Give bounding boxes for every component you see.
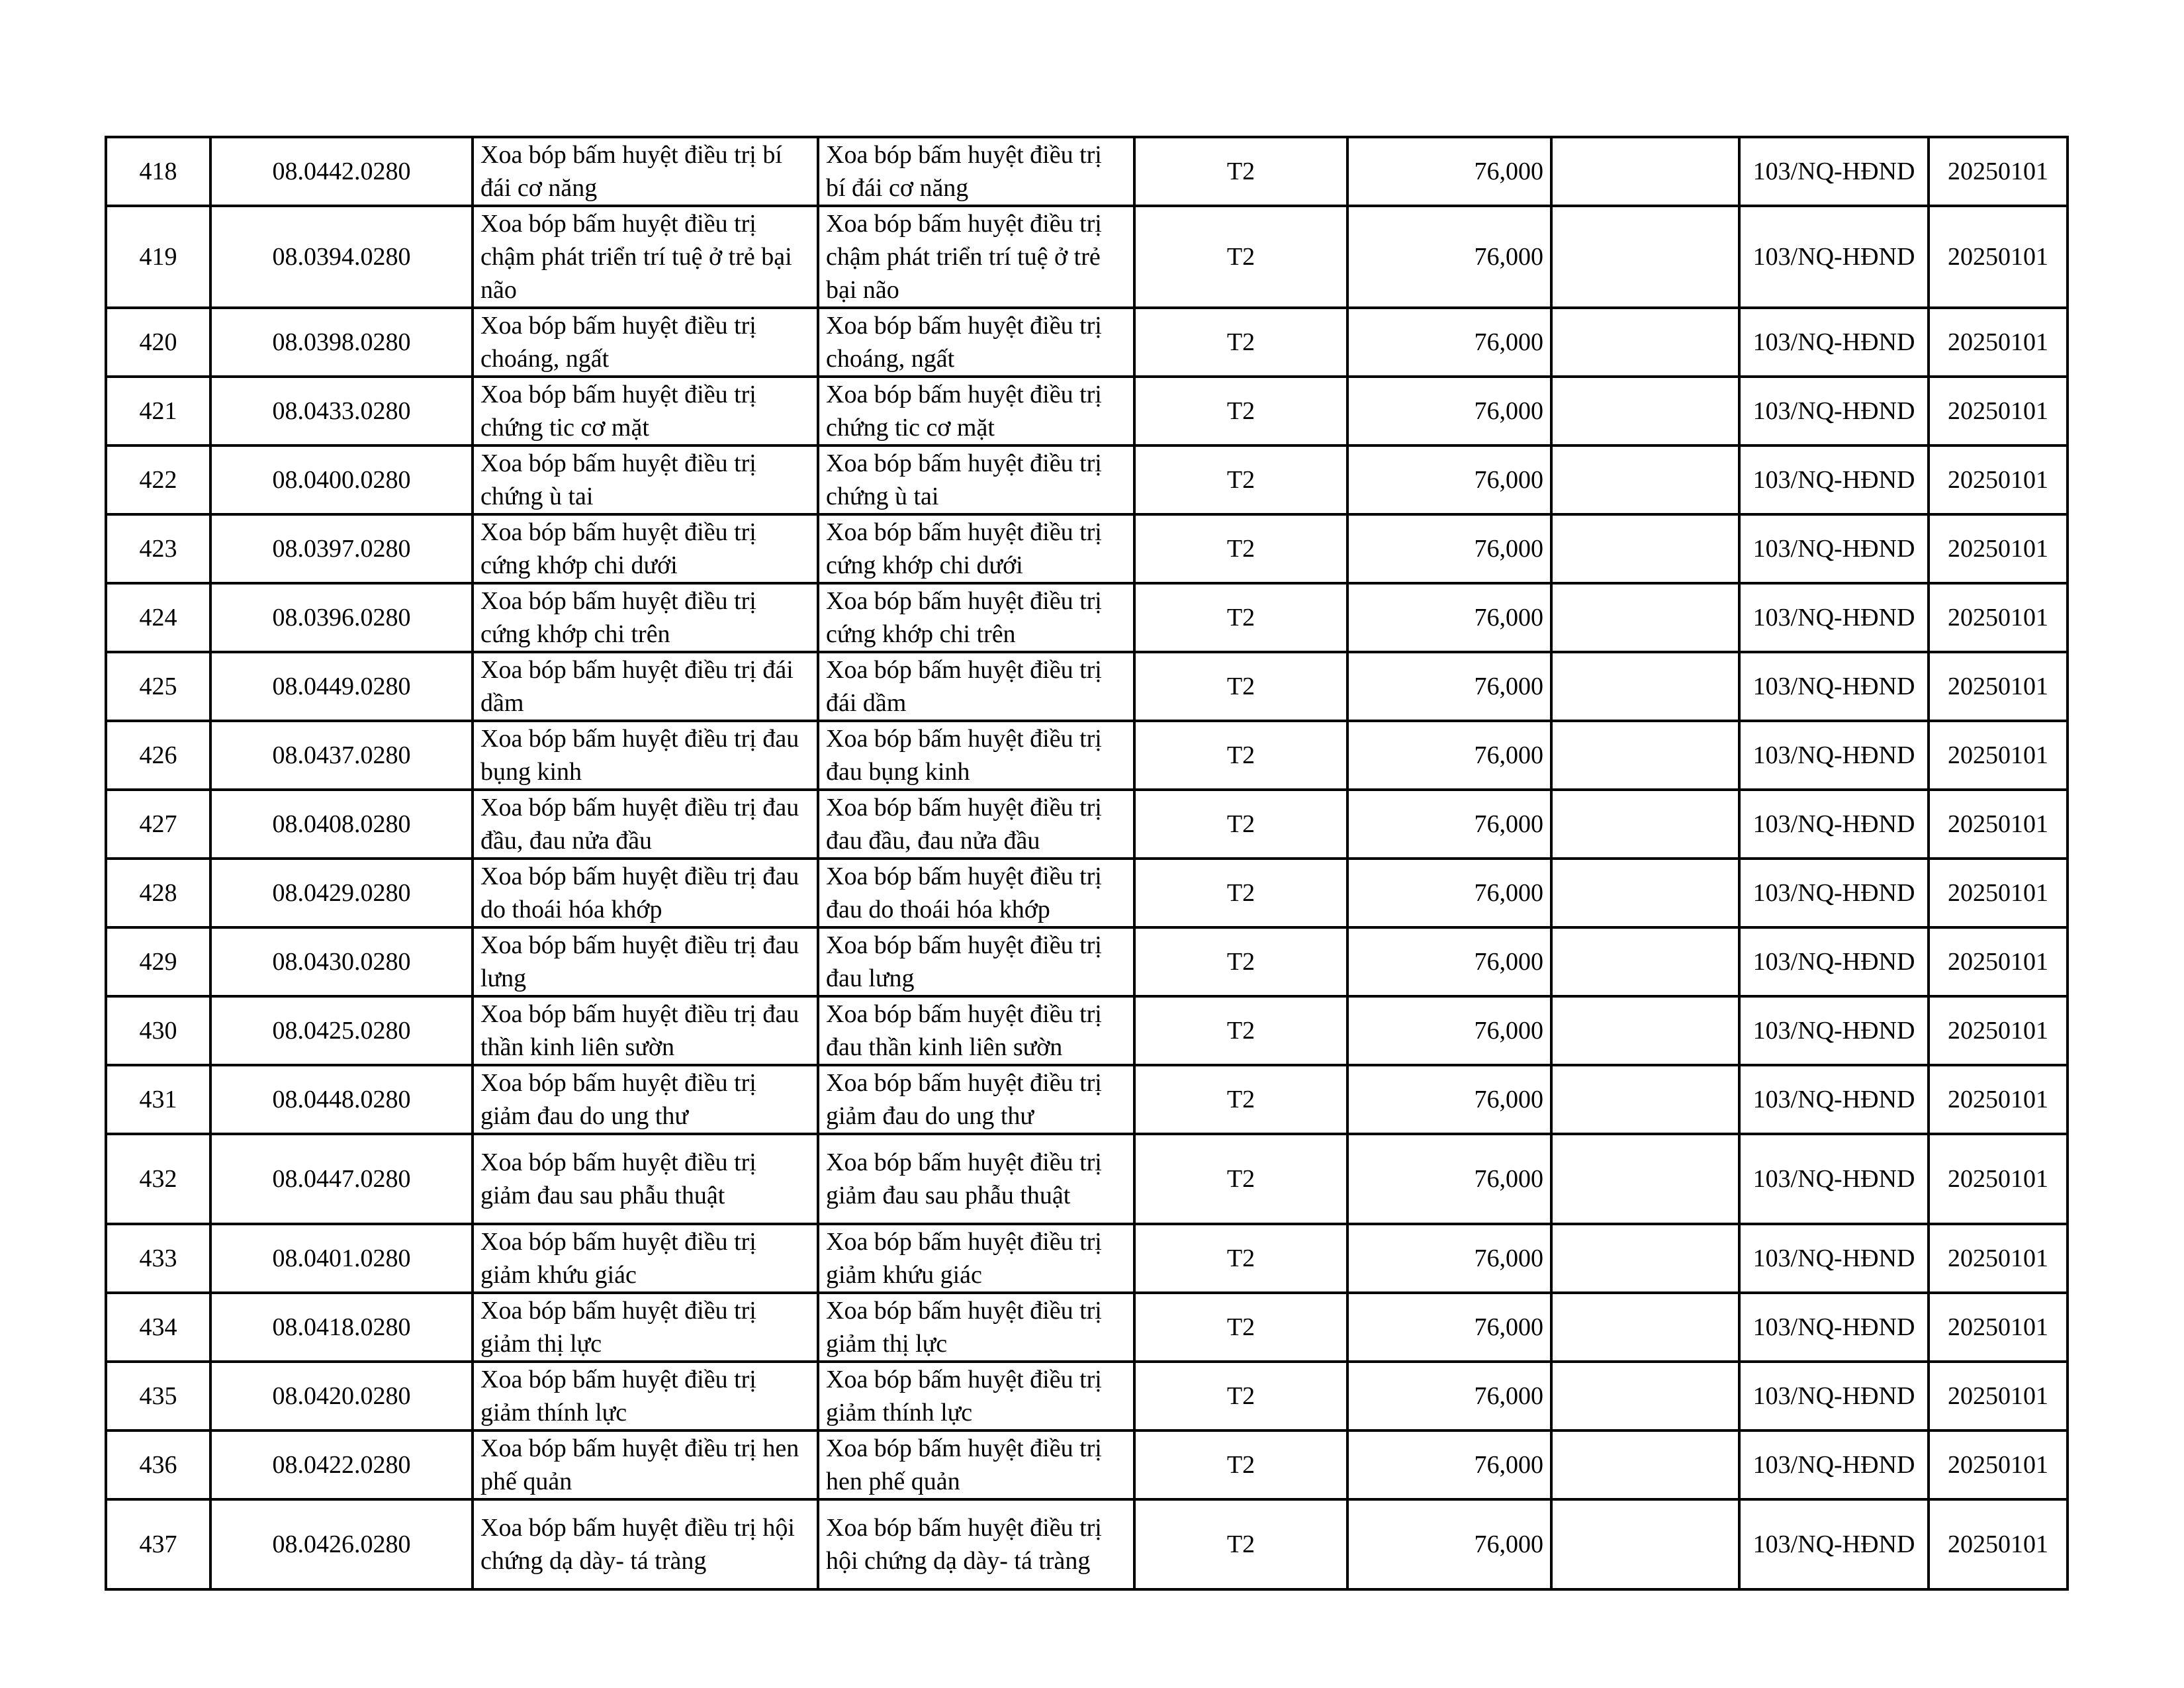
empty-cell: [1551, 652, 1739, 721]
service-price: 76,000: [1347, 377, 1551, 445]
effective-date: 20250101: [1929, 721, 2068, 790]
table-row: [106, 652, 2068, 721]
resolution-number: 103/NQ-HĐND: [1739, 1430, 1929, 1499]
service-name: Xoa bóp bấm huyệt điều trị đau do thoái hóa khớp: [473, 859, 818, 927]
empty-cell: [1551, 514, 1739, 583]
service-name: Xoa bóp bấm huyệt điều trị giảm đau do ung thư: [473, 1065, 818, 1134]
table-row: [106, 206, 2068, 308]
table-row: [106, 1224, 2068, 1293]
table-row: [106, 996, 2068, 1065]
service-grade: T2: [1134, 445, 1347, 514]
service-grade: T2: [1134, 1499, 1347, 1589]
service-name: Xoa bóp bấm huyệt điều trị cứng khớp chi trên: [473, 583, 818, 652]
service-name: Xoa bóp bấm huyệt điều trị chứng tic cơ mặt: [473, 377, 818, 445]
table-row: [106, 514, 2068, 583]
effective-date: 20250101: [1929, 137, 2068, 206]
service-grade: T2: [1134, 206, 1347, 308]
resolution-number: 103/NQ-HĐND: [1739, 137, 1929, 206]
effective-date: 20250101: [1929, 1362, 2068, 1430]
service-code: 08.0448.0280: [210, 1065, 473, 1134]
table-row: [106, 308, 2068, 377]
service-name: Xoa bóp bấm huyệt điều trị đau đầu, đau nửa đầu: [473, 790, 818, 859]
row-number: 429: [106, 927, 210, 996]
service-name-approved: Xoa bóp bấm huyệt điều trị giảm đau do ung thư: [818, 1065, 1134, 1134]
empty-cell: [1551, 721, 1739, 790]
effective-date: 20250101: [1929, 927, 2068, 996]
row-number: 421: [106, 377, 210, 445]
resolution-number: 103/NQ-HĐND: [1739, 206, 1929, 308]
row-number: 427: [106, 790, 210, 859]
effective-date: 20250101: [1929, 377, 2068, 445]
resolution-number: 103/NQ-HĐND: [1739, 1499, 1929, 1589]
table-row: [106, 1293, 2068, 1362]
service-code: 08.0426.0280: [210, 1499, 473, 1589]
row-number: 425: [106, 652, 210, 721]
resolution-number: 103/NQ-HĐND: [1739, 721, 1929, 790]
empty-cell: [1551, 790, 1739, 859]
empty-cell: [1551, 137, 1739, 206]
service-name-approved: Xoa bóp bấm huyệt điều trị giảm thị lực: [818, 1293, 1134, 1362]
resolution-number: 103/NQ-HĐND: [1739, 652, 1929, 721]
service-grade: T2: [1134, 652, 1347, 721]
service-price: 76,000: [1347, 652, 1551, 721]
service-name: Xoa bóp bấm huyệt điều trị đau lưng: [473, 927, 818, 996]
service-price: 76,000: [1347, 1430, 1551, 1499]
service-name: Xoa bóp bấm huyệt điều trị hen phế quản: [473, 1430, 818, 1499]
row-number: 436: [106, 1430, 210, 1499]
empty-cell: [1551, 1065, 1739, 1134]
service-code: 08.0437.0280: [210, 721, 473, 790]
service-grade: T2: [1134, 308, 1347, 377]
service-grade: T2: [1134, 1362, 1347, 1430]
effective-date: 20250101: [1929, 445, 2068, 514]
service-grade: T2: [1134, 377, 1347, 445]
effective-date: 20250101: [1929, 514, 2068, 583]
service-name-approved: Xoa bóp bấm huyệt điều trị chứng tic cơ mặt: [818, 377, 1134, 445]
service-price: 76,000: [1347, 790, 1551, 859]
empty-cell: [1551, 1499, 1739, 1589]
service-price: 76,000: [1347, 514, 1551, 583]
empty-cell: [1551, 445, 1739, 514]
row-number: 418: [106, 137, 210, 206]
table-row: [106, 1362, 2068, 1430]
resolution-number: 103/NQ-HĐND: [1739, 790, 1929, 859]
effective-date: 20250101: [1929, 1499, 2068, 1589]
service-price: 76,000: [1347, 721, 1551, 790]
service-price: 76,000: [1347, 583, 1551, 652]
empty-cell: [1551, 308, 1739, 377]
service-code: 08.0429.0280: [210, 859, 473, 927]
service-price: 76,000: [1347, 308, 1551, 377]
effective-date: 20250101: [1929, 1134, 2068, 1224]
empty-cell: [1551, 1134, 1739, 1224]
service-code: 08.0425.0280: [210, 996, 473, 1065]
row-number: 420: [106, 308, 210, 377]
service-name: Xoa bóp bấm huyệt điều trị giảm khứu giác: [473, 1224, 818, 1293]
row-number: 434: [106, 1293, 210, 1362]
service-code: 08.0397.0280: [210, 514, 473, 583]
service-name-approved: Xoa bóp bấm huyệt điều trị đau do thoái hóa khớp: [818, 859, 1134, 927]
service-price: 76,000: [1347, 996, 1551, 1065]
service-grade: T2: [1134, 1224, 1347, 1293]
service-grade: T2: [1134, 514, 1347, 583]
service-name: Xoa bóp bấm huyệt điều trị choáng, ngất: [473, 308, 818, 377]
empty-cell: [1551, 377, 1739, 445]
row-number: 424: [106, 583, 210, 652]
service-price: 76,000: [1347, 1134, 1551, 1224]
row-number: 432: [106, 1134, 210, 1224]
effective-date: 20250101: [1929, 308, 2068, 377]
service-name-approved: Xoa bóp bấm huyệt điều trị bí đái cơ năng: [818, 137, 1134, 206]
service-price: 76,000: [1347, 1224, 1551, 1293]
service-code: 08.0422.0280: [210, 1430, 473, 1499]
empty-cell: [1551, 1224, 1739, 1293]
row-number: 437: [106, 1499, 210, 1589]
table-row: [106, 790, 2068, 859]
table-row: [106, 377, 2068, 445]
service-name-approved: Xoa bóp bấm huyệt điều trị chứng ù tai: [818, 445, 1134, 514]
empty-cell: [1551, 996, 1739, 1065]
service-grade: T2: [1134, 927, 1347, 996]
service-name-approved: Xoa bóp bấm huyệt điều trị đau bụng kinh: [818, 721, 1134, 790]
service-name-approved: Xoa bóp bấm huyệt điều trị choáng, ngất: [818, 308, 1134, 377]
resolution-number: 103/NQ-HĐND: [1739, 1362, 1929, 1430]
service-name-approved: Xoa bóp bấm huyệt điều trị chậm phát triển trí tuệ ở trẻ bại não: [818, 206, 1134, 308]
row-number: 433: [106, 1224, 210, 1293]
service-name: Xoa bóp bấm huyệt điều trị cứng khớp chi dưới: [473, 514, 818, 583]
service-name: Xoa bóp bấm huyệt điều trị đau bụng kinh: [473, 721, 818, 790]
service-name-approved: Xoa bóp bấm huyệt điều trị đau lưng: [818, 927, 1134, 996]
service-grade: T2: [1134, 1430, 1347, 1499]
table-row: [106, 859, 2068, 927]
service-price: 76,000: [1347, 206, 1551, 308]
table-row: [106, 927, 2068, 996]
price-table: [105, 136, 2069, 1591]
effective-date: 20250101: [1929, 206, 2068, 308]
service-price: 76,000: [1347, 137, 1551, 206]
service-name: Xoa bóp bấm huyệt điều trị giảm đau sau phẫu thuật: [473, 1134, 818, 1224]
service-grade: T2: [1134, 721, 1347, 790]
service-price: 76,000: [1347, 1065, 1551, 1134]
row-number: 426: [106, 721, 210, 790]
table-row: [106, 721, 2068, 790]
effective-date: 20250101: [1929, 1293, 2068, 1362]
effective-date: 20250101: [1929, 859, 2068, 927]
table-row: [106, 1065, 2068, 1134]
service-code: 08.0420.0280: [210, 1362, 473, 1430]
service-price: 76,000: [1347, 445, 1551, 514]
table-row: [106, 445, 2068, 514]
service-name: Xoa bóp bấm huyệt điều trị hội chứng dạ dày- tá tràng: [473, 1499, 818, 1589]
service-code: 08.0418.0280: [210, 1293, 473, 1362]
table-row: [106, 1499, 2068, 1589]
row-number: 431: [106, 1065, 210, 1134]
table-row: [106, 1134, 2068, 1224]
resolution-number: 103/NQ-HĐND: [1739, 377, 1929, 445]
service-code: 08.0442.0280: [210, 137, 473, 206]
service-name: Xoa bóp bấm huyệt điều trị đau thần kinh liên sườn: [473, 996, 818, 1065]
service-name-approved: Xoa bóp bấm huyệt điều trị giảm đau sau phẫu thuật: [818, 1134, 1134, 1224]
service-price: 76,000: [1347, 1499, 1551, 1589]
row-number: 430: [106, 996, 210, 1065]
service-name-approved: Xoa bóp bấm huyệt điều trị đau thần kinh liên sườn: [818, 996, 1134, 1065]
service-price: 76,000: [1347, 1293, 1551, 1362]
service-code: 08.0396.0280: [210, 583, 473, 652]
service-grade: T2: [1134, 137, 1347, 206]
effective-date: 20250101: [1929, 1430, 2068, 1499]
service-price: 76,000: [1347, 859, 1551, 927]
service-name-approved: Xoa bóp bấm huyệt điều trị cứng khớp chi trên: [818, 583, 1134, 652]
row-number: 419: [106, 206, 210, 308]
service-name: Xoa bóp bấm huyệt điều trị chứng ù tai: [473, 445, 818, 514]
service-code: 08.0394.0280: [210, 206, 473, 308]
service-code: 08.0433.0280: [210, 377, 473, 445]
service-name-approved: Xoa bóp bấm huyệt điều trị cứng khớp chi dưới: [818, 514, 1134, 583]
resolution-number: 103/NQ-HĐND: [1739, 1224, 1929, 1293]
service-code: 08.0400.0280: [210, 445, 473, 514]
resolution-number: 103/NQ-HĐND: [1739, 927, 1929, 996]
resolution-number: 103/NQ-HĐND: [1739, 308, 1929, 377]
effective-date: 20250101: [1929, 790, 2068, 859]
service-price: 76,000: [1347, 1362, 1551, 1430]
service-name: Xoa bóp bấm huyệt điều trị bí đái cơ năng: [473, 137, 818, 206]
service-code: 08.0430.0280: [210, 927, 473, 996]
service-grade: T2: [1134, 996, 1347, 1065]
resolution-number: 103/NQ-HĐND: [1739, 1065, 1929, 1134]
service-name-approved: Xoa bóp bấm huyệt điều trị đái dầm: [818, 652, 1134, 721]
service-grade: T2: [1134, 859, 1347, 927]
resolution-number: 103/NQ-HĐND: [1739, 445, 1929, 514]
row-number: 435: [106, 1362, 210, 1430]
empty-cell: [1551, 583, 1739, 652]
table-body: [106, 137, 2068, 1589]
table-row: [106, 583, 2068, 652]
service-name: Xoa bóp bấm huyệt điều trị đái dầm: [473, 652, 818, 721]
effective-date: 20250101: [1929, 583, 2068, 652]
table-row: [106, 137, 2068, 206]
service-grade: T2: [1134, 583, 1347, 652]
empty-cell: [1551, 1362, 1739, 1430]
resolution-number: 103/NQ-HĐND: [1739, 859, 1929, 927]
row-number: 422: [106, 445, 210, 514]
effective-date: 20250101: [1929, 1224, 2068, 1293]
empty-cell: [1551, 927, 1739, 996]
service-name-approved: Xoa bóp bấm huyệt điều trị hội chứng dạ dày- tá tràng: [818, 1499, 1134, 1589]
resolution-number: 103/NQ-HĐND: [1739, 996, 1929, 1065]
table-row: [106, 1430, 2068, 1499]
service-name: Xoa bóp bấm huyệt điều trị giảm thị lực: [473, 1293, 818, 1362]
service-code: 08.0401.0280: [210, 1224, 473, 1293]
service-grade: T2: [1134, 1293, 1347, 1362]
service-grade: T2: [1134, 790, 1347, 859]
service-grade: T2: [1134, 1065, 1347, 1134]
service-grade: T2: [1134, 1134, 1347, 1224]
empty-cell: [1551, 859, 1739, 927]
effective-date: 20250101: [1929, 652, 2068, 721]
service-code: 08.0447.0280: [210, 1134, 473, 1224]
resolution-number: 103/NQ-HĐND: [1739, 514, 1929, 583]
effective-date: 20250101: [1929, 1065, 2068, 1134]
resolution-number: 103/NQ-HĐND: [1739, 1293, 1929, 1362]
empty-cell: [1551, 1293, 1739, 1362]
empty-cell: [1551, 1430, 1739, 1499]
row-number: 423: [106, 514, 210, 583]
service-name-approved: Xoa bóp bấm huyệt điều trị hen phế quản: [818, 1430, 1134, 1499]
service-price: 76,000: [1347, 927, 1551, 996]
service-name: Xoa bóp bấm huyệt điều trị chậm phát triển trí tuệ ở trẻ bại não: [473, 206, 818, 308]
service-name-approved: Xoa bóp bấm huyệt điều trị giảm khứu giác: [818, 1224, 1134, 1293]
service-code: 08.0449.0280: [210, 652, 473, 721]
service-code: 08.0408.0280: [210, 790, 473, 859]
service-code: 08.0398.0280: [210, 308, 473, 377]
service-name: Xoa bóp bấm huyệt điều trị giảm thính lực: [473, 1362, 818, 1430]
empty-cell: [1551, 206, 1739, 308]
row-number: 428: [106, 859, 210, 927]
resolution-number: 103/NQ-HĐND: [1739, 1134, 1929, 1224]
service-name-approved: Xoa bóp bấm huyệt điều trị đau đầu, đau nửa đầu: [818, 790, 1134, 859]
resolution-number: 103/NQ-HĐND: [1739, 583, 1929, 652]
effective-date: 20250101: [1929, 996, 2068, 1065]
service-name-approved: Xoa bóp bấm huyệt điều trị giảm thính lực: [818, 1362, 1134, 1430]
